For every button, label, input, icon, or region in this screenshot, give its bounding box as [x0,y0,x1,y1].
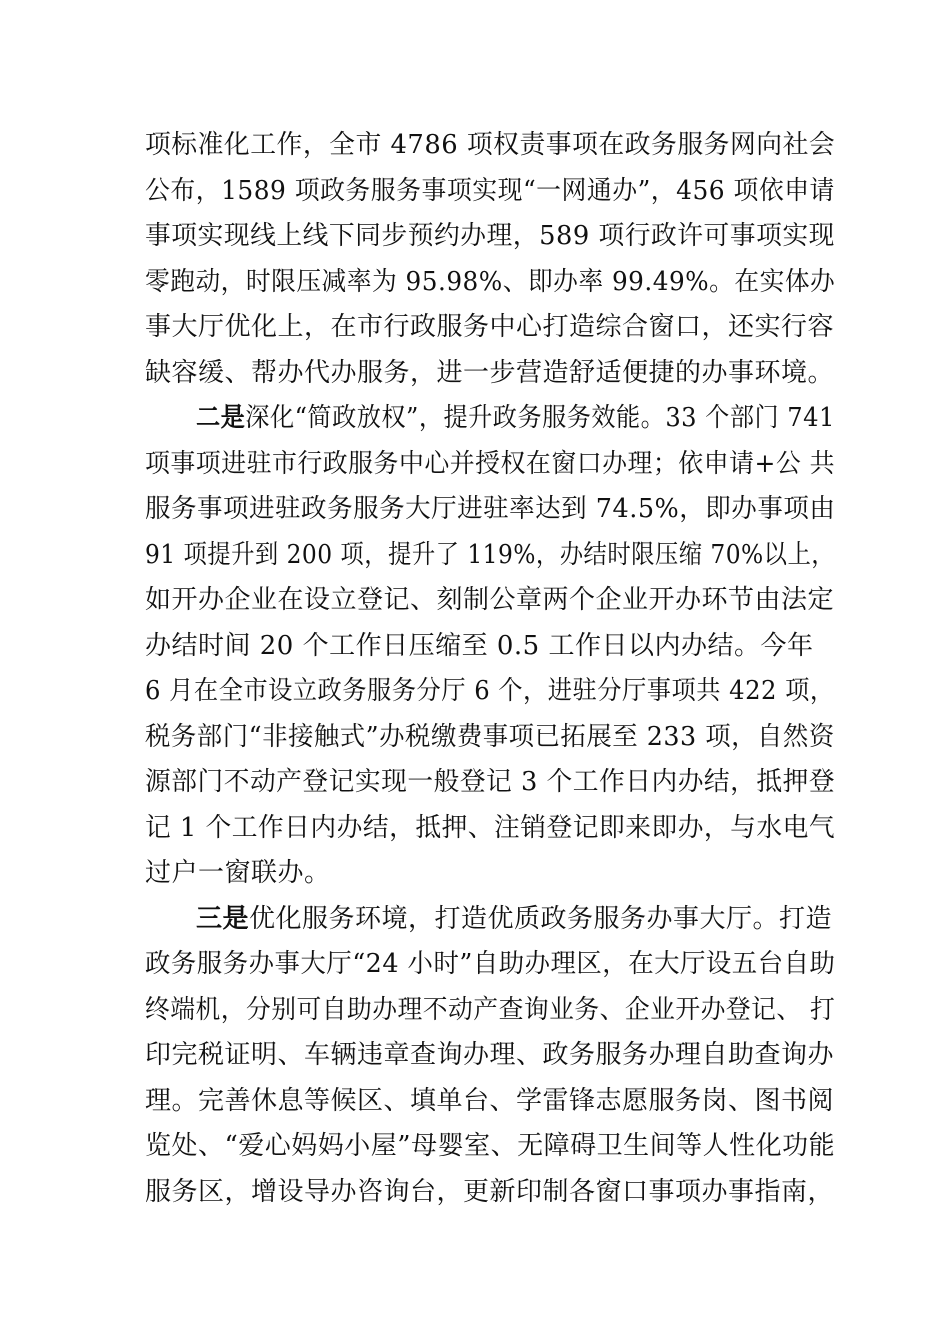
text-line-rest: 深化“简政放权”，提升政务服务效能。33 个部门 741 [245,403,835,433]
text-line: 服务区，增设导办咨询台，更新印制各窗口事项办事指南， [145,1177,835,1207]
text-line: 办结时间 20 个工作日压缩至 0.5 工作日以内办结。今年 [145,631,814,661]
text-line: 6 月在全市设立政务服务分厅 6 个，进驻分厅事项共 422 项， [145,676,835,706]
paragraph-lead-line [196,899,832,939]
text-line: 终端机，分别可自助办理不动产查询业务、企业开办登记、 打 [145,995,836,1025]
text-line: 理。完善休息等候区、填单台、学雷锋志愿服务岗、图书阅 [145,1086,835,1116]
text-line: 项标准化工作，全市 4786 项权责事项在政务服务网向社会 [145,130,836,160]
text-line-rest: 优化服务环境，打造优质政务服务办事大厅。打造 [249,904,833,934]
text-line: 服务事项进驻政务服务大厅进驻率达到 74.5%，即办事项由 [145,494,836,524]
section-marker: 二是 [196,403,246,433]
text-line: 印完税证明、车辆违章查询办理、政务服务办理自助查询办 [145,1040,835,1070]
text-line: 过户一窗联办。 [145,858,331,888]
section-marker: 三是 [196,904,250,934]
text-line: 缺容缓、帮办代办服务，进一步营造舒适便捷的办事环境。 [145,358,835,388]
text-line: 公布，1589 项政务服务事项实现“一网通办”，456 项依申请 [145,176,835,206]
text-line: 税务部门“非接触式”办税缴费事项已拓展至 233 项，自然资 [145,722,835,752]
text-line: 零跑动，时限压减率为 95.98%、即办率 99.49%。在实体办 [145,267,836,297]
text-line: 事项实现线上线下同步预约办理，589 项行政许可事项实现 [145,221,835,251]
text-line: 91 项提升到 200 项，提升了 119%，办结时限压缩 70%以上， [145,540,836,570]
text-line: 项事项进驻市行政服务中心并授权在窗口办理；依申请+公 共 [145,449,836,479]
text-line: 如开办企业在设立登记、刻制公章两个企业开办环节由法定 [145,585,835,615]
text-line: 记 1 个工作日内办结，抵押、注销登记即来即办，与水电气 [145,813,836,843]
text-line: 事大厅优化上，在市行政服务中心打造综合窗口，还实行容 [145,312,835,342]
paragraph-lead-line [196,398,835,438]
text-line: 览处、“爱心妈妈小屋”母婴室、无障碍卫生间等人性化功能 [145,1131,836,1161]
text-line: 政务服务办事大厅“24 小时”自助办理区，在大厅设五台自助 [145,949,836,979]
text-line: 源部门不动产登记实现一般登记 3 个工作日内办结，抵押登 [145,767,836,797]
